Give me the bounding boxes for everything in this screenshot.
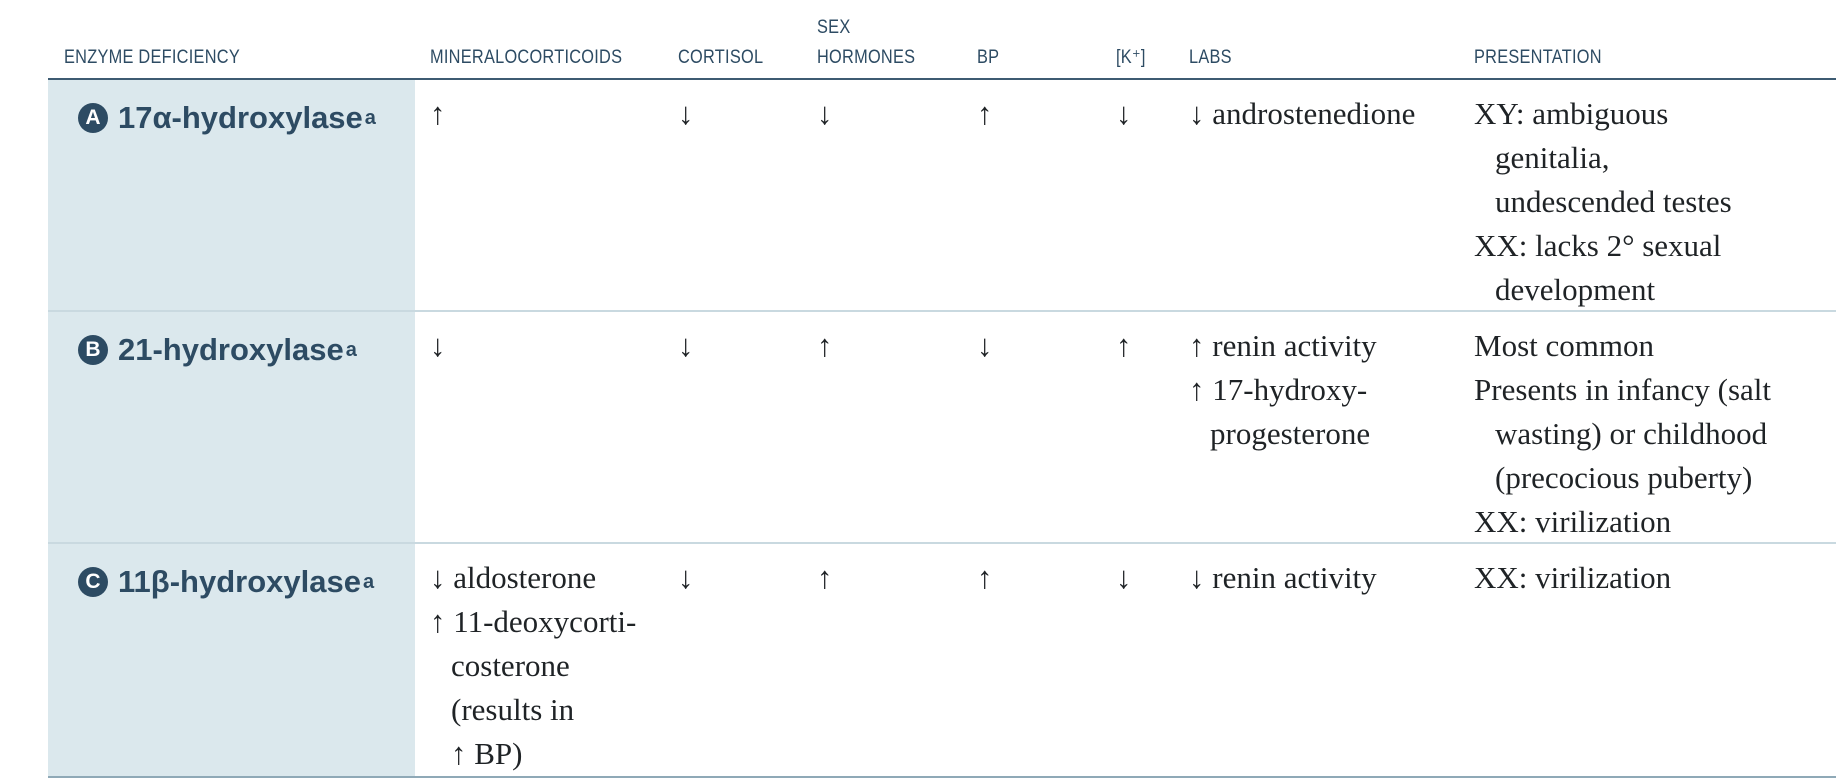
enzyme-deficiency-table <box>48 0 1836 778</box>
row-badge: B <box>78 335 108 365</box>
cell-line: Most common <box>1474 328 1654 363</box>
cell-line: costerone <box>451 648 570 683</box>
cell-line: progesterone <box>1210 416 1371 451</box>
enzyme-name <box>78 332 357 368</box>
cell-line: development <box>1495 272 1656 307</box>
row-badge: C <box>78 567 108 597</box>
table-header <box>48 0 1836 80</box>
cortisol-cell: ↓ <box>678 560 694 595</box>
presentation-cell <box>1474 556 1671 600</box>
cell-line: (results in <box>451 692 575 727</box>
labs-cell <box>1189 92 1415 136</box>
cell-line: (precocious puberty) <box>1495 460 1753 495</box>
cell-line: ↓ aldosterone <box>430 560 597 595</box>
enzyme-name <box>78 100 376 136</box>
header-enzyme-deficiency: ENZYME DEFICIENCY <box>64 47 240 68</box>
cortisol-cell: ↓ <box>678 328 694 363</box>
table-row <box>48 544 1836 778</box>
header-cortisol: CORTISOL <box>678 47 764 68</box>
table-bottom-rule <box>48 776 1836 778</box>
cell-line: ↑ BP) <box>451 736 523 771</box>
cell-line: ↑ 11-deoxycorti- <box>430 604 637 639</box>
enzyme-cell <box>48 544 415 776</box>
potassium-cell: ↓ <box>1116 560 1132 595</box>
header-presentation: PRESENTATION <box>1474 47 1602 68</box>
enzyme-label: 11β-hydroxylase <box>118 564 361 599</box>
mineralocorticoids-cell <box>430 324 446 368</box>
cell-line: ↑ <box>430 96 446 131</box>
potassium-cell: ↑ <box>1116 328 1132 363</box>
bp-cell: ↑ <box>977 96 993 131</box>
enzyme-name <box>78 564 374 600</box>
cell-line: wasting) or childhood <box>1495 416 1768 451</box>
cell-line: ↓ <box>430 328 446 363</box>
footnote-marker: a <box>364 106 376 129</box>
footnote-marker: a <box>345 338 357 361</box>
cell-line: XX: virilization <box>1474 560 1672 595</box>
cell-line: ↑ renin activity <box>1189 328 1377 363</box>
header-sex-line1: SEX <box>817 17 851 38</box>
presentation-cell <box>1474 324 1771 544</box>
cell-line: undescended testes <box>1495 184 1732 219</box>
cell-line: genitalia, <box>1495 140 1610 175</box>
enzyme-label: 21-hydroxylase <box>118 332 344 367</box>
sex-hormones-cell: ↓ <box>817 96 833 131</box>
table-row <box>48 312 1836 544</box>
bp-cell: ↓ <box>977 328 993 363</box>
bp-cell: ↑ <box>977 560 993 595</box>
sex-hormones-cell: ↑ <box>817 328 833 363</box>
labs-cell <box>1189 324 1377 456</box>
enzyme-cell <box>48 312 415 542</box>
cortisol-cell: ↓ <box>678 96 694 131</box>
cell-line: XX: lacks 2° sexual <box>1474 228 1722 263</box>
cell-line: ↓ renin activity <box>1189 560 1377 595</box>
table-row <box>48 80 1836 312</box>
mineralocorticoids-cell <box>430 556 636 776</box>
footnote-marker: a <box>362 570 375 593</box>
potassium-cell: ↓ <box>1116 96 1132 131</box>
enzyme-cell <box>48 80 415 310</box>
cell-line: Presents in infancy (salt <box>1474 372 1772 407</box>
row-badge: A <box>78 103 108 133</box>
enzyme-label: 17α-hydroxylase <box>118 100 363 135</box>
header-bp: BP <box>977 47 1000 68</box>
header-sex-line2: HORMONES <box>817 47 916 68</box>
cell-line: ↑ 17-hydroxy- <box>1189 372 1368 407</box>
header-sex-hormones <box>817 13 915 73</box>
cell-line: XX: virilization <box>1474 504 1672 539</box>
labs-cell <box>1189 556 1377 600</box>
sex-hormones-cell: ↑ <box>817 560 833 595</box>
header-potassium: [K⁺] <box>1116 47 1146 68</box>
header-labs: LABS <box>1189 47 1232 68</box>
header-mineralocorticoids: MINERALOCORTICOIDS <box>430 47 623 68</box>
cell-line: ↓ androstenedione <box>1189 96 1416 131</box>
presentation-cell <box>1474 92 1732 312</box>
cell-line: XY: ambiguous <box>1474 96 1669 131</box>
mineralocorticoids-cell <box>430 92 446 136</box>
